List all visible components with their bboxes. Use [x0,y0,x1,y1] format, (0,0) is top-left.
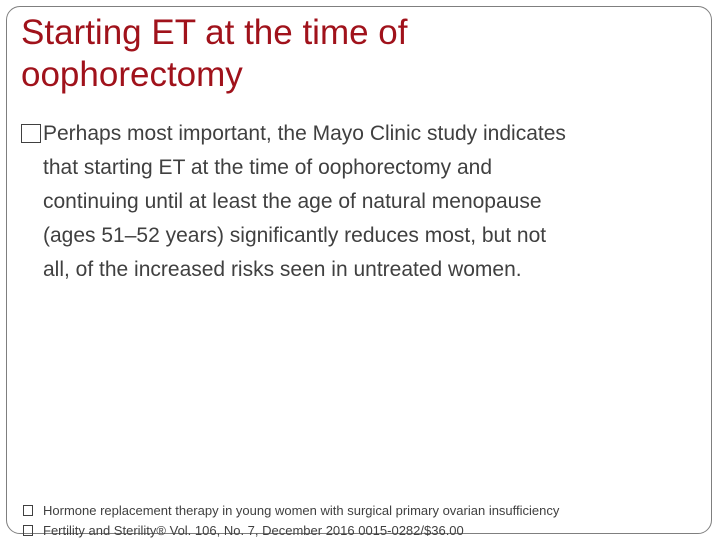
bullet-text: Perhaps most important, the Mayo Clinic study indicates [43,122,566,145]
bullet-line: continuing until at least the age of natural menopause [43,190,542,213]
footnote-text: Fertility and Sterility® Vol. 106, No. 7, December 2016 0015-0282/$36.00 [43,523,464,538]
bullet-line: that starting ET at the time of oophorectomy and [43,156,493,179]
bullet-line: (ages 51–52 years) significantly reduces most, but not [43,224,547,247]
title-line: oophorectomy [21,55,243,94]
footnote-text: Hormone replacement therapy in young women with surgical primary ovarian insufficiency [43,503,560,518]
title-line: Starting ET at the time of [21,13,408,52]
square-bullet-icon [23,505,33,516]
slide-title [21,12,681,96]
footnote-item [23,521,713,541]
main-bullet [21,117,701,287]
footnotes [23,501,713,541]
bullet-line [21,117,701,151]
square-bullet-icon [23,525,33,536]
square-bullet-icon [21,124,41,143]
bullet-line: all, of the increased risks seen in untreated women. [43,258,522,281]
footnote-item [23,501,713,521]
